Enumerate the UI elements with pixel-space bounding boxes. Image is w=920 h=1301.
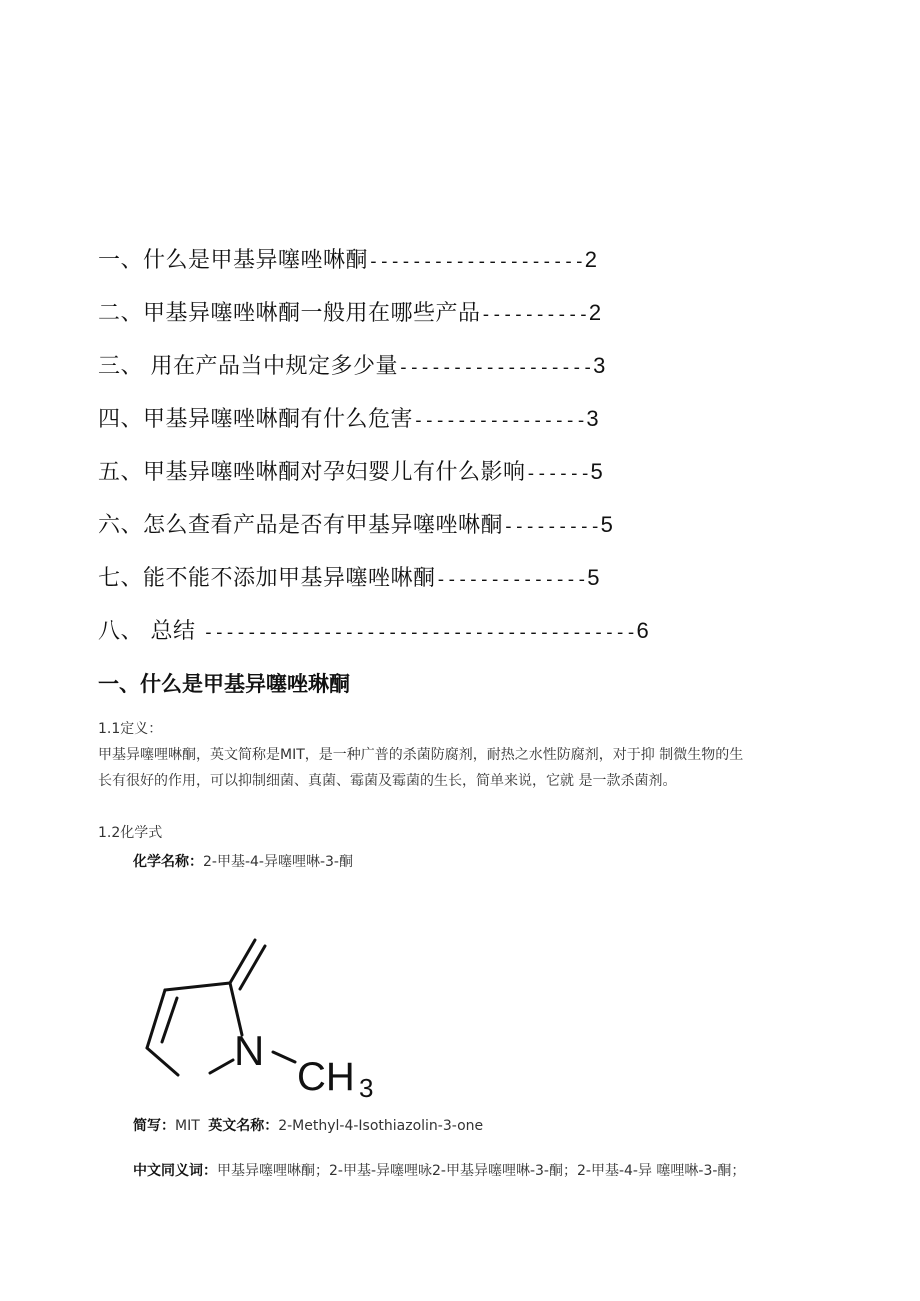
toc-entry-label: 一、什么是甲基异噻唑啉酮 [98,248,369,273]
toc-entry-label: 四、甲基异噻唑啉酮有什么危害 [98,407,414,432]
toc-entry-label: 二、甲基异噻唑啉酮一般用在哪些产品 [98,301,481,326]
toc-entry[interactable] [98,293,798,346]
toc-entry-page-number: 2 [584,247,598,272]
toc-entry[interactable] [98,558,798,611]
methyl-group-label: CH [297,1055,355,1099]
toc-entry-label: 六、怎么查看产品是否有甲基异噻唑啉酮 [98,513,504,538]
toc-entry-page-number: 5 [600,512,614,537]
toc-entry-leader: ------------------ [398,357,594,378]
toc-entry[interactable] [98,505,798,558]
synonyms-line [133,1160,745,1180]
toc-entry-leader: ---------------------------------------- [203,622,637,643]
toc-entry-leader: -------------- [435,569,588,590]
chemical-name-value: 2-甲基-4-异噻哩啉-3-酮 [203,854,353,870]
toc-entry-leader: ------ [525,463,591,484]
toc-entry-page-number: 5 [587,565,600,590]
toc-entry[interactable] [98,611,798,664]
toc-entry-label: 五、甲基异噻唑啉酮对孕妇婴儿有什么影响 [98,460,526,485]
abbreviation-value: MIT [175,1118,200,1134]
synonyms-value: 甲基异噻哩啉酮；2-甲基-异噻哩咏2-甲基异噻哩啉-3-酮；2-甲基-4-异 噻哩啉-3-酮； [217,1163,746,1179]
toc-entry-page-number: 2 [588,300,602,325]
toc-entry[interactable] [98,452,798,505]
toc-entry-label: 七、能不能不添加甲基异噻唑啉酮 [98,566,436,591]
chemical-structure-image [130,915,400,1105]
toc-entry-label: 三、 用在产品当中规定多少量 [98,354,398,379]
toc-entry-page-number: 5 [590,459,604,484]
toc-entry[interactable] [98,346,798,399]
toc-entry-page-number: 3 [586,406,600,431]
synonyms-label: 中文同义词： [133,1163,217,1179]
chemical-name-label: 化学名称： [133,854,203,870]
toc-entry-leader: --------- [503,516,601,537]
definition-label: 1.1定义： [98,721,163,737]
table-of-contents [98,240,798,664]
toc-entry-page-number: 3 [593,353,606,378]
toc-entry-page-number: 6 [636,618,650,643]
section-heading: 一、什么是甲基异噻唑琳酮 [98,672,350,696]
chemical-name-line [133,851,353,871]
english-name-value: 2-Methyl-4-Isothiazolin-3-one [278,1118,484,1134]
toc-entry-leader: ---------------- [413,410,587,431]
english-name-label: 英文名称： [208,1118,279,1134]
toc-entry-leader: -------------------- [368,251,585,272]
definition-line: 甲基异噻哩啉酮，英文简称是MIT，是一种广普的杀菌防腐剂，耐热之水性防腐剂，对于抑 制微生物的生 [98,747,744,763]
abbreviation-line [133,1115,483,1135]
definition-paragraph [98,742,858,794]
formula-label: 1.2化学式 [98,825,163,841]
toc-entry-leader: ---------- [480,304,589,325]
methyl-subscript: 3 [359,1073,374,1103]
nitrogen-atom-label: N [234,1027,265,1074]
abbreviation-label: 简写： [133,1118,175,1134]
toc-entry[interactable] [98,399,798,452]
definition-line: 长有很好的作用，可以抑制细菌、真菌、霉菌及霉菌的生长，简单来说，它就 是一款杀菌剂。 [98,773,677,789]
toc-entry-label: 八、 总结 [98,619,203,644]
toc-entry[interactable] [98,240,798,293]
